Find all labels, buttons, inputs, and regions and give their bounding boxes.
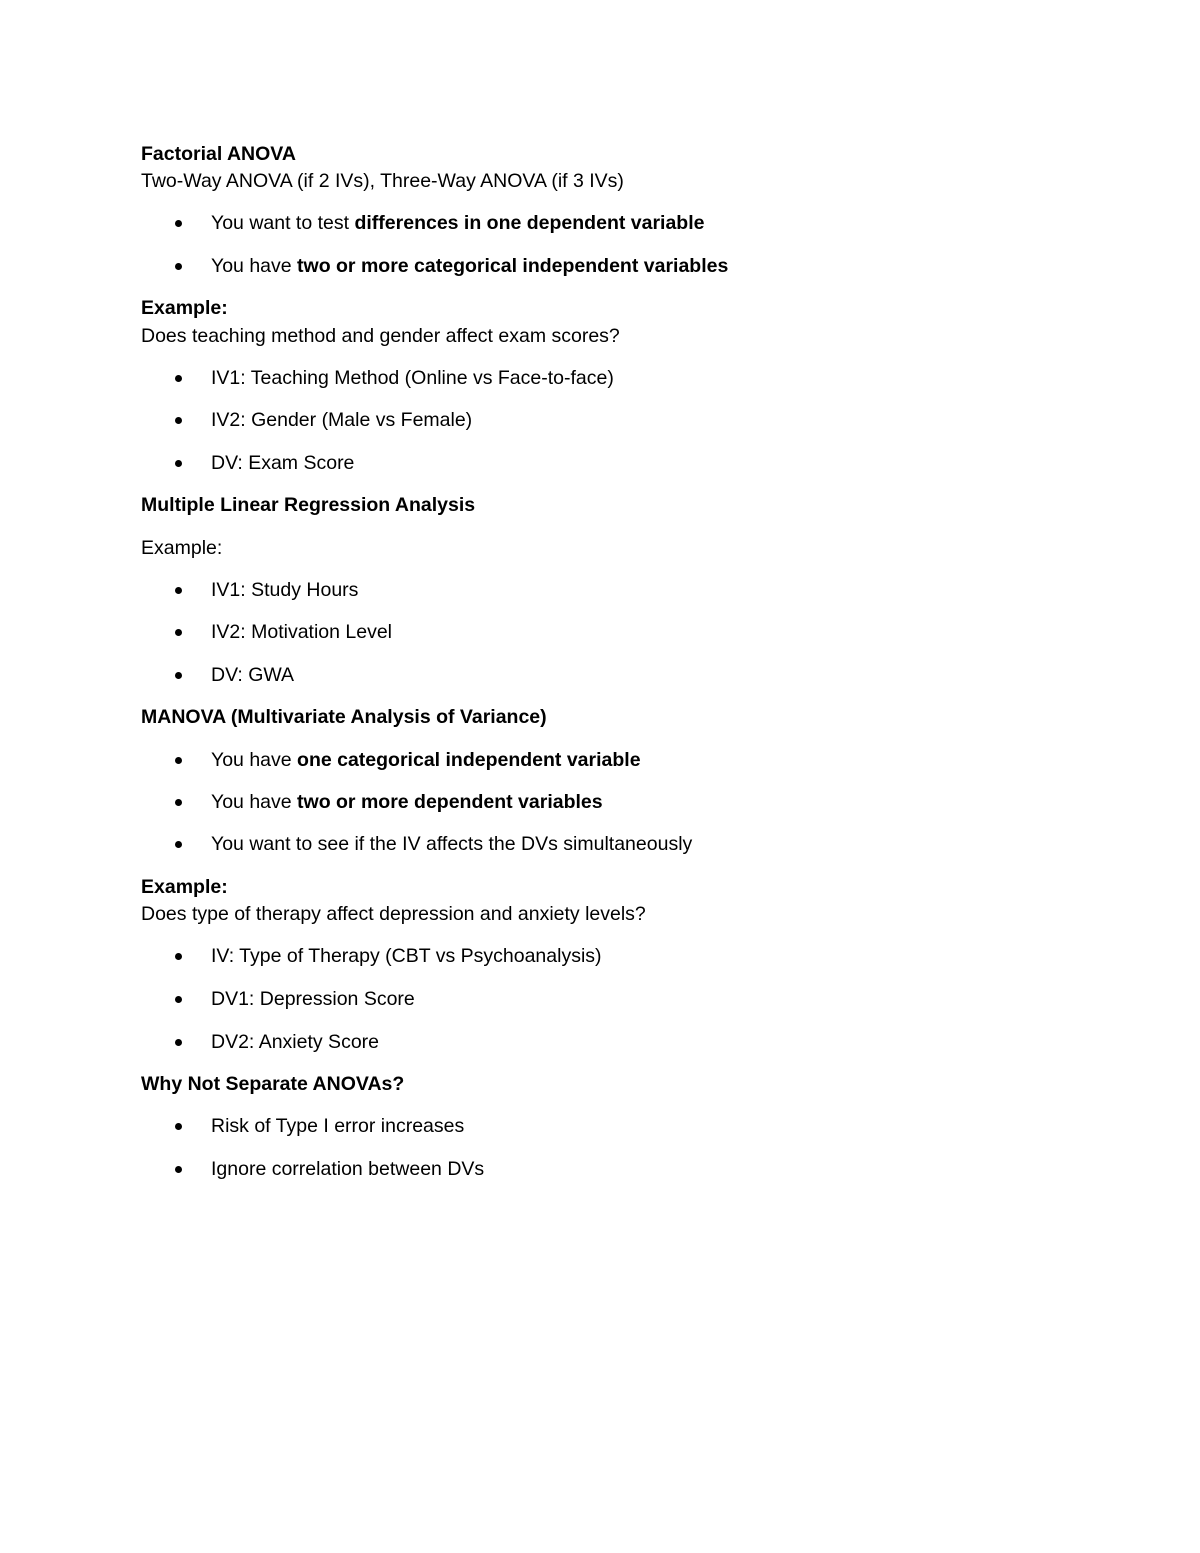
example-label: Example: [141, 537, 223, 559]
list-item [211, 254, 728, 278]
list-item-bold-text: two or more dependent variables [297, 791, 603, 813]
bullet-dot [174, 578, 184, 602]
factorial-heading: Factorial ANOVA [141, 143, 296, 165]
example-question: Does teaching method and gender affect exam scores? [141, 325, 620, 347]
bullet-dot [174, 987, 184, 1011]
list-item: Ignore correlation between DVs [211, 1158, 485, 1180]
list-item-bold-text: differences in one dependent variable [354, 212, 705, 234]
bullet-dot [174, 451, 184, 475]
example-label: Example: [141, 876, 228, 898]
list-item [211, 790, 603, 814]
why-not-heading: Why Not Separate ANOVAs? [141, 1073, 405, 1095]
list-item-text: You have [211, 749, 298, 771]
list-item [211, 832, 692, 856]
bullet-dot [174, 944, 184, 968]
bullet-dot [174, 748, 184, 772]
list-item: DV2: Anxiety Score [211, 1031, 379, 1053]
list-item: IV2: Gender (Male vs Female) [211, 409, 473, 431]
example-question: Does type of therapy affect depression and anxiety levels? [141, 903, 646, 925]
list-item-text: You want to see if the IV affects the DVs simultaneously [211, 833, 693, 855]
manova-heading: MANOVA (Multivariate Analysis of Variance) [141, 706, 547, 728]
bullet-dot [174, 408, 184, 432]
factorial-subtitle: Two-Way ANOVA (if 2 IVs), Three-Way ANOVA (if 3 IVs) [141, 170, 624, 192]
list-item: Risk of Type I error increases [211, 1115, 465, 1137]
list-item-bold-text: two or more categorical independent variables [297, 255, 729, 277]
list-item-text: You have [211, 255, 298, 277]
example-label: Example: [141, 297, 228, 319]
list-item: DV1: Depression Score [211, 988, 415, 1010]
list-item: IV1: Study Hours [211, 579, 359, 601]
list-item [211, 211, 704, 235]
bullet-dot [174, 620, 184, 644]
list-item [211, 748, 641, 772]
list-item: IV1: Teaching Method (Online vs Face-to-face) [211, 367, 614, 389]
list-item-text: You want to test [211, 212, 355, 234]
bullet-dot [174, 366, 184, 390]
list-item: DV: GWA [211, 664, 295, 686]
bullet-dot [174, 1157, 184, 1181]
bullet-dot [174, 1030, 184, 1054]
list-item-bold-text: one categorical independent variable [297, 749, 641, 771]
bullet-dot [174, 832, 184, 856]
bullet-dot [174, 1114, 184, 1138]
bullet-dot [174, 663, 184, 687]
list-item: DV: Exam Score [211, 452, 355, 474]
bullet-dot [174, 254, 184, 278]
bullet-dot [174, 790, 184, 814]
list-item: IV2: Motivation Level [211, 621, 393, 643]
list-item: IV: Type of Therapy (CBT vs Psychoanalysis) [211, 945, 602, 967]
list-item-text: You have [211, 791, 298, 813]
bullet-dot [174, 211, 184, 235]
regression-heading: Multiple Linear Regression Analysis [141, 494, 476, 516]
